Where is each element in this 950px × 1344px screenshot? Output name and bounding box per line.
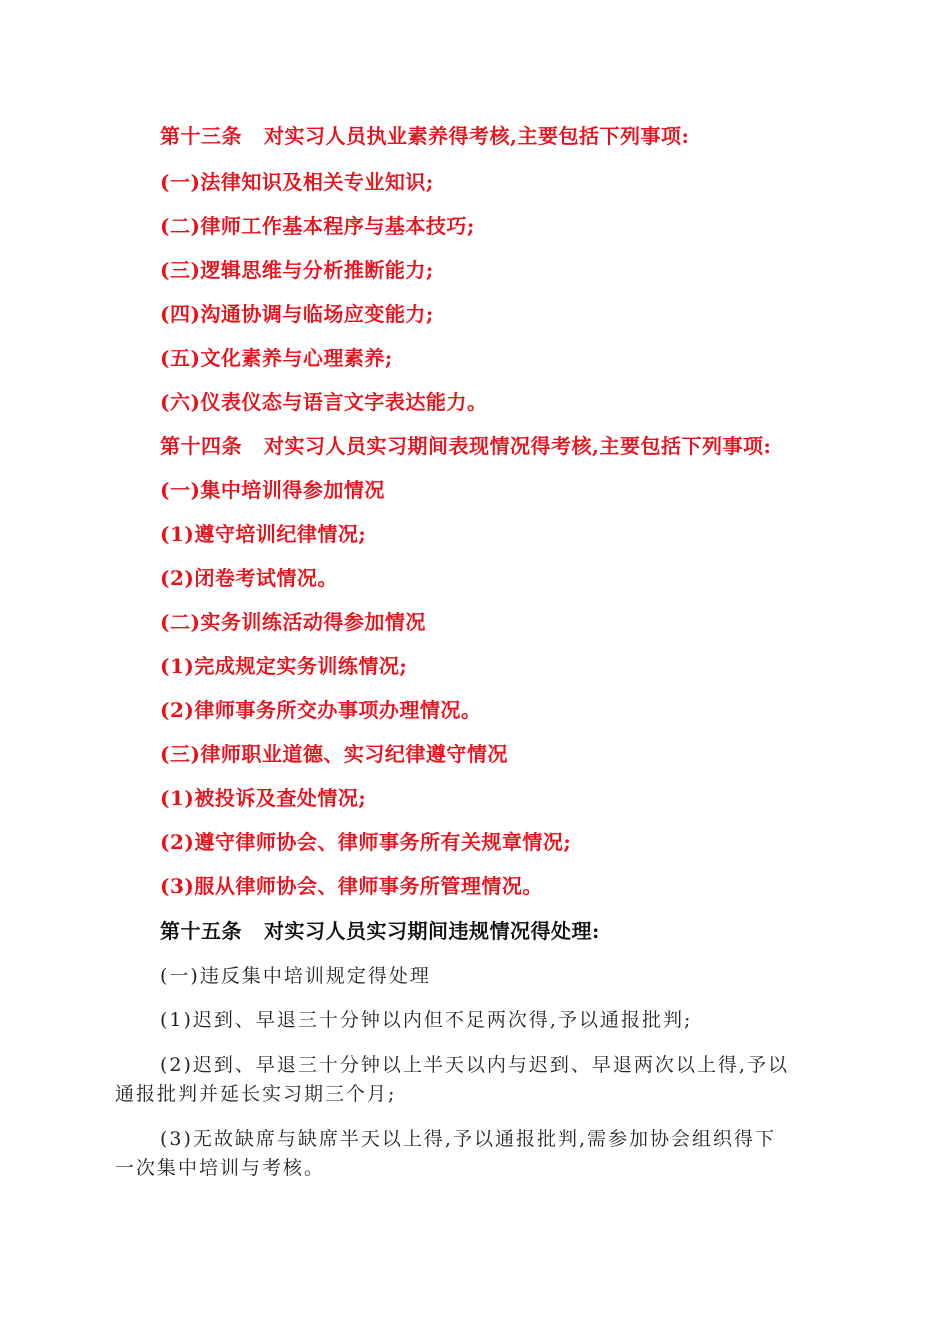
article-14-item: (2)闭卷考试情况。 [160,566,338,590]
article-13-item: (四)沟通协调与临场应变能力; [160,302,434,326]
article-13-item: (六)仪表仪态与语言文字表达能力。 [160,390,488,414]
article-14-item: (一)集中培训得参加情况 [160,478,385,502]
article-14-title: 对实习人员实习期间表现情况得考核,主要包括下列事项: [264,434,772,458]
article-14-item: (3)服从律师协会、律师事务所管理情况。 [160,874,543,898]
article-15-paragraph-3-line-2: 一次集中培训与考核。 [115,1157,326,1179]
article-15-title: 对实习人员实习期间违规情况得处理: [264,919,600,943]
article-13-heading [160,124,689,148]
article-15-item: (一)违反集中培训规定得处理 [160,965,431,987]
article-15-paragraph-2-line-1: (2)迟到、早退三十分钟以上半天以内与迟到、早退两次以上得,予以 [160,1054,789,1076]
article-14-item: (2)律师事务所交办事项办理情况。 [160,698,482,722]
article-13-number: 第十三条 [160,124,242,148]
article-13-item: (五)文化素养与心理素养; [160,346,393,370]
article-14-item: (1)遵守培训纪律情况; [160,522,367,546]
article-13-item: (二)律师工作基本程序与基本技巧; [160,214,475,238]
article-13-title: 对实习人员执业素养得考核,主要包括下列事项: [264,124,690,148]
article-14-heading [160,434,771,458]
article-15-paragraph-2-line-2: 通报批判并延长实习期三个月; [115,1083,397,1105]
article-13-item: (一)法律知识及相关专业知识; [160,170,434,194]
article-15-heading [160,919,600,943]
article-15-item: (1)迟到、早退三十分钟以内但不足两次得,予以通报批判; [160,1009,693,1031]
article-14-item: (三)律师职业道德、实习纪律遵守情况 [160,742,508,766]
article-14-item: (2)遵守律师协会、律师事务所有关规章情况; [160,830,572,854]
article-15-paragraph-3-line-1: (3)无故缺席与缺席半天以上得,予以通报批判,需参加协会组织得下 [160,1128,776,1150]
article-14-item: (1)被投诉及查处情况; [160,786,367,810]
article-14-item: (二)实务训练活动得参加情况 [160,610,426,634]
article-15-number: 第十五条 [160,919,242,943]
article-13-item: (三)逻辑思维与分析推断能力; [160,258,434,282]
article-14-item: (1)完成规定实务训练情况; [160,654,408,678]
article-14-number: 第十四条 [160,434,242,458]
